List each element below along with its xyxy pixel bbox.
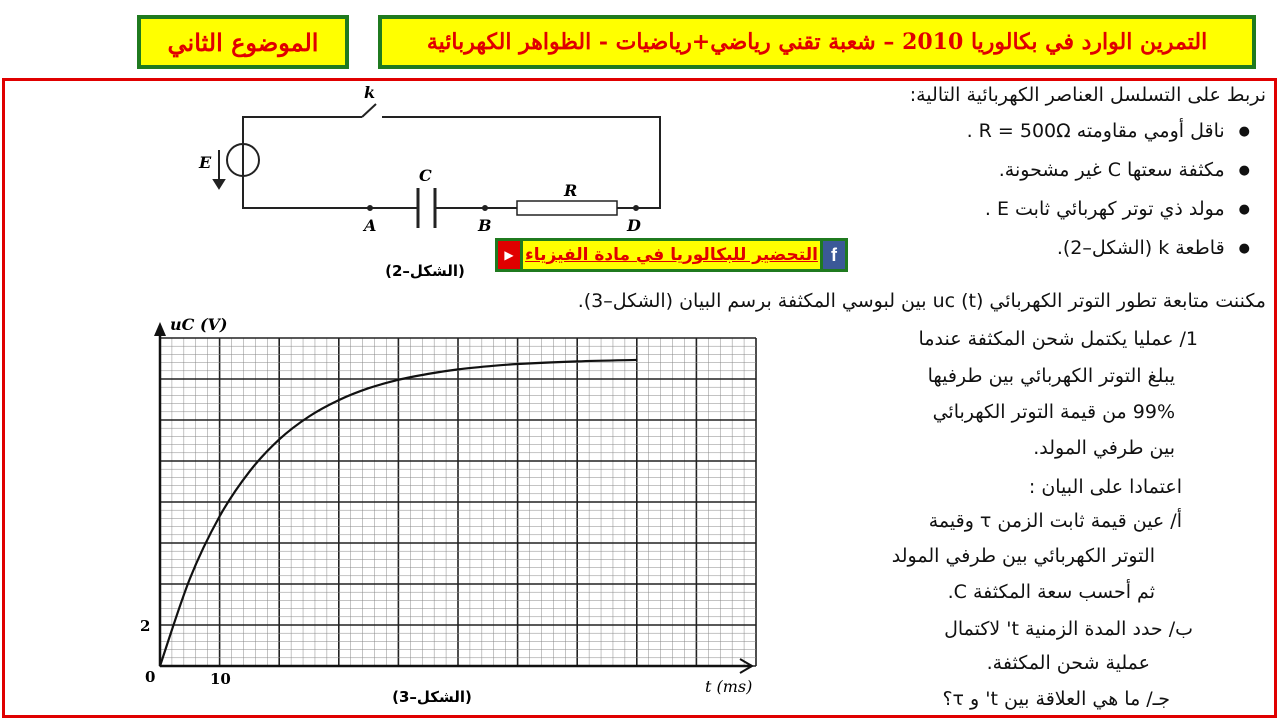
x-tick-10: 10	[210, 670, 231, 688]
origin-label: 0	[145, 668, 156, 686]
question-a-line-3: ثم أحسب سعة المكثفة C.	[947, 581, 1155, 603]
label-c: C	[419, 166, 432, 185]
question-1-line-2: يبلغ التوتر الكهربائي بين طرفيها	[927, 365, 1175, 387]
question-1-line-3: 99% من قيمة التوتر الكهربائي	[932, 401, 1175, 423]
bullet-capacitor: ● مكثفة سعتها C غير مشحونة.	[999, 159, 1250, 181]
voltage-arrow-head	[214, 180, 224, 188]
data-point	[576, 361, 578, 363]
question-b-line-2: عملية شحن المكثفة.	[986, 652, 1150, 674]
wire-top	[243, 117, 660, 208]
data-point	[636, 359, 638, 361]
question-b-line-1: ب/ حدد المدة الزمنية t' لاكتمال	[944, 618, 1193, 640]
label-e: E	[199, 153, 212, 172]
x-axis-label: t (ms)	[705, 677, 753, 696]
data-point	[398, 379, 400, 381]
data-point	[368, 387, 370, 389]
data-point	[189, 578, 191, 580]
chart-grid	[160, 338, 756, 666]
data-point	[517, 363, 519, 365]
question-c: جـ/ ما هي العلاقة بين t' و τ؟	[942, 688, 1170, 710]
bullet-switch: ● قاطعة k (الشكل–2).	[1057, 237, 1250, 259]
data-point	[278, 439, 280, 441]
intro-text: نربط على التسلسل العناصر الكهربائية التالية:	[909, 84, 1266, 106]
label-r: R	[564, 181, 578, 200]
node-d	[634, 206, 638, 210]
question-a-line-1: أ/ عين قيمة ثابت الزمن τ وقيمة	[928, 510, 1182, 532]
figure-3-caption: (الشكل–3)	[392, 688, 472, 706]
resistor-symbol	[517, 201, 617, 215]
question-1-line-4: بين طرفي المولد.	[1033, 437, 1175, 459]
data-point	[159, 665, 161, 667]
data-point	[308, 416, 310, 418]
question-1-line-1: 1/ عمليا يكتمل شحن المكثفة عندما	[918, 328, 1198, 350]
label-k: k	[364, 83, 376, 102]
wire-bottom	[243, 176, 517, 208]
topic-label: الموضوع الثاني	[167, 27, 319, 57]
y-axis-arrow	[154, 322, 166, 336]
figure-2-caption: (الشكل–2)	[385, 262, 465, 280]
question-a-line-2: التوتر الكهربائي بين طرفي المولد	[891, 545, 1155, 567]
follow-text: مكننت متابعة تطور التوتر الكهربائي (t) uc بين لبوسي المكثفة برسم البيان (الشكل–3).	[577, 290, 1266, 312]
data-point	[487, 365, 489, 367]
switch-k	[362, 104, 376, 117]
facebook-icon[interactable]: f	[823, 241, 845, 269]
label-d: D	[627, 216, 641, 235]
chart-axes	[154, 322, 752, 673]
data-point	[219, 516, 221, 518]
exercise-title: التمرين الوارد في بكالوريا 2010 – شعبة تقني رياضي+رياضيات - الظواهر الكهربائية	[426, 29, 1208, 55]
node-b	[483, 206, 487, 210]
data-point	[249, 471, 251, 473]
bullet-resistor: ● ناقل أومي مقاومته R = 500Ω .	[967, 120, 1250, 142]
circuit-diagram	[214, 104, 660, 228]
banner-link[interactable]: التحضير للبكالوريا في مادة الفيزياء	[523, 241, 820, 269]
y-tick-2: 2	[140, 617, 151, 635]
youtube-play-icon[interactable]: ▶	[498, 241, 520, 269]
label-b: B	[478, 216, 492, 235]
node-a	[368, 206, 372, 210]
y-axis-label: uC (V)	[170, 315, 228, 334]
data-point	[427, 373, 429, 375]
label-a: A	[364, 216, 377, 235]
data-point	[457, 369, 459, 371]
bullet-generator: ● مولد ذي توتر كهربائي ثابت E .	[985, 198, 1250, 220]
data-point	[338, 399, 340, 401]
based-on-graph: اعتمادا على البيان :	[1028, 476, 1182, 498]
